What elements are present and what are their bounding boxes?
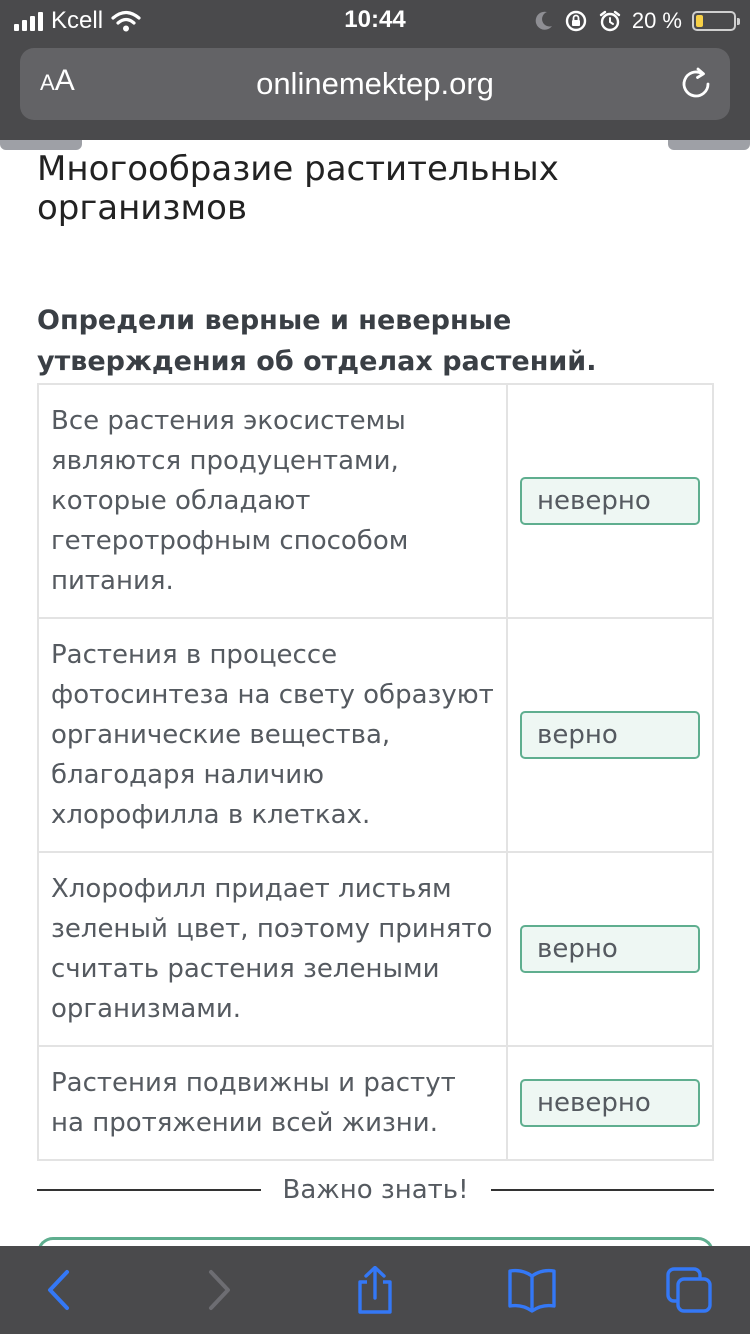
reload-icon[interactable] <box>678 66 714 102</box>
statement-text: Хлорофилл придает листьям зеленый цвет, поэтому принято считать растения зелеными организмами. <box>38 852 507 1046</box>
back-icon[interactable] <box>36 1266 86 1314</box>
status-right <box>534 7 736 35</box>
divider-line <box>37 1189 261 1191</box>
moon-icon <box>534 10 554 32</box>
important-divider <box>37 1170 714 1210</box>
aa-big-label: A <box>54 64 75 97</box>
page-content <box>37 150 714 382</box>
tabs-icon[interactable] <box>664 1266 714 1314</box>
answer-cell <box>507 618 713 852</box>
address-bar[interactable] <box>20 48 730 120</box>
table-row <box>38 618 713 852</box>
divider-line <box>491 1189 715 1191</box>
safari-toolbar <box>0 1246 750 1334</box>
task-instruction: Определи верные и неверные утверждения об отделах растений. <box>37 305 597 377</box>
page-title: Многообразие растительных организмов <box>37 149 559 228</box>
browser-chrome <box>0 0 750 140</box>
answer-cell <box>507 384 713 618</box>
battery-icon <box>692 11 736 31</box>
rotation-lock-icon <box>564 9 588 33</box>
answer-dropdown[interactable]: неверно <box>520 1079 700 1127</box>
table-row <box>38 1046 713 1160</box>
table-row <box>38 852 713 1046</box>
battery-percent: 20 % <box>631 8 682 33</box>
answer-dropdown[interactable]: верно <box>520 925 700 973</box>
share-icon[interactable] <box>350 1266 400 1314</box>
important-label: Важно знать! <box>282 1175 469 1205</box>
alarm-icon <box>598 9 622 33</box>
carrier-name: Kcell <box>51 7 104 34</box>
tab-edge-right <box>668 140 750 150</box>
statement-text: Растения в процессе фотосинтеза на свету образуют органические вещества, благодаря наличию хлорофилла в клетках. <box>38 618 507 852</box>
status-bar <box>0 0 750 42</box>
statement-text: Все растения экосистемы являются продуцентами, которые обладают гетеротрофным способом питания. <box>38 384 507 618</box>
aa-small-label: A <box>40 70 55 95</box>
forward-icon[interactable] <box>192 1266 242 1314</box>
quiz-table <box>37 383 714 1161</box>
answer-dropdown[interactable]: верно <box>520 711 700 759</box>
table-row <box>38 384 713 618</box>
answer-cell <box>507 852 713 1046</box>
bookmarks-icon[interactable] <box>507 1266 557 1314</box>
answer-cell <box>507 1046 713 1160</box>
url-text[interactable]: onlinemektep.org <box>256 66 494 101</box>
status-time: 10:44 <box>344 6 406 33</box>
battery-level <box>696 15 703 27</box>
answer-dropdown[interactable]: неверно <box>520 477 700 525</box>
statement-text: Растения подвижны и растут на протяжении всей жизни. <box>38 1046 507 1160</box>
